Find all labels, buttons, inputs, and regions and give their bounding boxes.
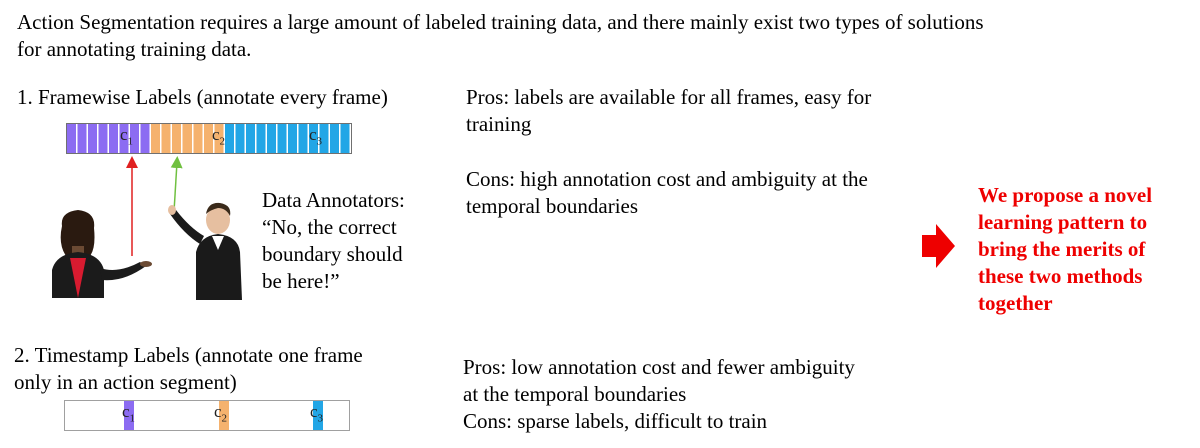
proposal-text: We propose a novel learning pattern to bring the merits of these two methods together (978, 183, 1153, 315)
framewise-pros: Pros: labels are available for all frames, easy for training (466, 85, 872, 136)
timestamp-pros-cons: Pros: low annotation cost and fewer ambiguity at the temporal boundaries Cons: sparse labels, difficult to train (463, 355, 855, 433)
framewise-class-label-c3: $c_3$ (309, 125, 323, 148)
timestamp-class-label-c1: $c_1$ (122, 402, 136, 425)
framewise-cons: Cons: high annotation cost and ambiguity at the temporal boundaries (466, 167, 868, 218)
man-annotator-figure (168, 203, 242, 300)
proposal-arrow (922, 224, 955, 268)
timestamp-label-bar (64, 400, 350, 431)
timestamp-heading: 2. Timestamp Labels (annotate one frame only in an action segment) (14, 343, 363, 394)
timestamp-class-label-c3: $c_3$ (310, 402, 324, 425)
framewise-heading: 1. Framewise Labels (annotate every frame) (17, 85, 388, 109)
framewise-class-label-c2: $c_2$ (212, 125, 226, 148)
annotator-speech: Data Annotators: “No, the correct boundary should be here!” (262, 188, 405, 293)
framewise-class-label-c1: $c_1$ (120, 125, 134, 148)
woman-annotator-figure (52, 210, 152, 298)
intro-line-2: for annotating training data. (17, 37, 252, 61)
arrow-green (174, 162, 177, 212)
intro-line-1: Action Segmentation requires a large amount of labeled training data, and there mainly exist two types of solutions (17, 10, 984, 34)
timestamp-class-label-c2: $c_2$ (214, 402, 228, 425)
